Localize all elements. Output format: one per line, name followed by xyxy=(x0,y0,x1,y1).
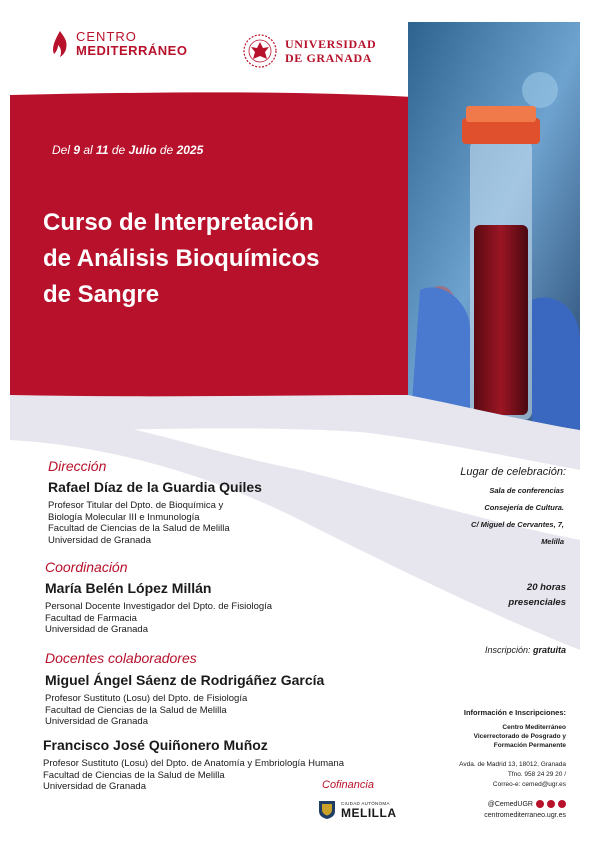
flame-icon xyxy=(50,31,70,57)
cofinancia-label: Cofinancia xyxy=(322,779,374,791)
ugr-logo-line2: DE GRANADA xyxy=(285,51,372,65)
director-name: Rafael Díaz de la Guardia Quiles xyxy=(48,479,262,495)
course-dates: Del 9 al 11 de Julio de 2025 xyxy=(52,143,204,157)
ugr-logo-line1: UNIVERSIDAD xyxy=(285,37,377,51)
title-line: de Análisis Bioquímicos xyxy=(43,245,320,272)
info-heading: Información e Inscripciones: xyxy=(463,708,566,717)
melilla-logo-line2: MELILLA xyxy=(341,805,397,820)
centro-logo-line1: CENTRO xyxy=(76,29,137,44)
title-line: Curso de Interpretación xyxy=(43,209,314,236)
melilla-shield-icon xyxy=(318,800,336,820)
blood-tube-photo xyxy=(400,20,590,440)
docente-name: Francisco José Quiñonero Muñoz xyxy=(43,737,268,753)
venue-details: Sala de conferencias Consejería de Cultura. C/ Miguel de Cervantes, 7, Melilla xyxy=(471,486,564,546)
facebook-icon[interactable] xyxy=(536,800,544,808)
venue-heading: Lugar de celebración: xyxy=(460,466,566,478)
title-line: de Sangre xyxy=(43,281,160,308)
course-title xyxy=(43,205,403,313)
director-details: Profesor Titular del Dpto. de Bioquímica y Biología Molecular III e Inmunología Facultad de Ciencias de la Salud de Melilla Universidad de Granada xyxy=(48,500,230,546)
coordinacion-heading: Coordinación xyxy=(45,559,128,575)
info-organizer: Centro Mediterráneo Vicerrectorado de Posgrado y Formación Permanente xyxy=(473,724,566,749)
docente-name: Miguel Ángel Sáenz de Rodrigáñez García xyxy=(45,672,325,688)
coordinator-details: Personal Docente Investigador del Dpto. de Fisiología Facultad de Farmacia Universidad de Granada xyxy=(45,601,273,635)
centro-mediterraneo-logo xyxy=(50,30,187,58)
docente-details: Profesor Sustituto (Losu) del Dpto. de Anatomía y Embriología Humana Facultad de Ciencias de la Salud de Melilla Universidad de Granada xyxy=(43,758,344,792)
social-handle[interactable]: @CemedUGR xyxy=(487,800,533,808)
website-link[interactable]: centromediterraneo.ugr.es xyxy=(484,812,566,819)
instagram-icon[interactable] xyxy=(558,800,566,808)
centro-logo-line2: MEDITERRÁNEO xyxy=(76,43,188,58)
twitter-icon[interactable] xyxy=(547,800,555,808)
docentes-heading: Docentes colaboradores xyxy=(45,650,197,666)
social-links xyxy=(488,800,566,808)
info-address: Avda. de Madrid 13, 18012, Granada Tfno. 958 24 29 20 / Correo-e: cemed@ugr.es xyxy=(459,761,566,788)
course-hours: 20 horas presenciales xyxy=(508,582,566,608)
melilla-logo xyxy=(318,800,397,820)
melilla-logo-line1: CIUDAD AUTÓNOMA xyxy=(341,800,390,806)
coordinator-name: María Belén López Millán xyxy=(45,580,212,596)
direccion-heading: Dirección xyxy=(48,458,107,474)
universidad-granada-logo xyxy=(243,34,376,68)
inscripcion-info: Inscripción: gratuita xyxy=(484,645,566,655)
university-seal-icon xyxy=(243,34,277,68)
docente-details: Profesor Sustituto (Losu) del Dpto. de Fisiología Facultad de Ciencias de la Salud de Melilla Universidad de Granada xyxy=(45,693,248,727)
